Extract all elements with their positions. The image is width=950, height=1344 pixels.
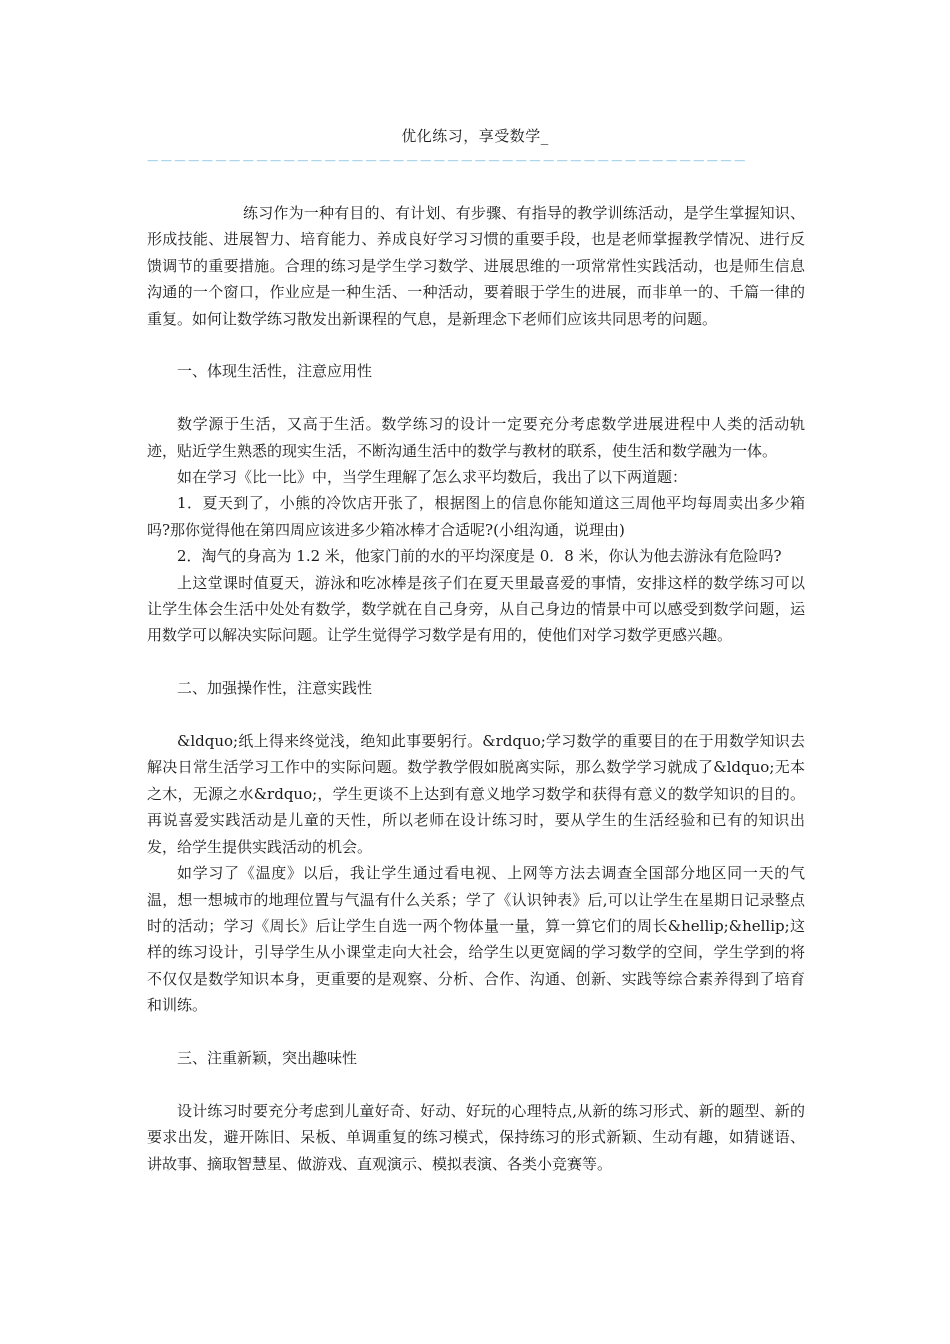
section-1-question-2: 2．淘气的身高为 1.2 米，他家门前的水的平均深度是 0．8 米，你认为他去游泳有危险吗? [177, 547, 782, 566]
section-heading-2: 二、加强操作性，注意实践性 [177, 679, 373, 698]
section-1-paragraph: 数学源于生活，又高于生活。数学练习的设计一定要充分考虑数学进展进程中人类的活动轨迹，贴近学生熟悉的现实生活，不断沟通生活中的数学与教材的联系，使生活和数学融为一体。 [147, 415, 805, 460]
document-body [147, 200, 805, 1177]
section-1-question-1: 1．夏天到了，小熊的冷饮店开张了，根据图上的信息你能知道这三周他平均每周卖出多少箱吗?那你觉得他在第四周应该进多少箱冰棒才合适呢?(小组沟通，说理由) [147, 494, 805, 539]
section-1-paragraph: 上这堂课时值夏天，游泳和吃冰棒是孩子们在夏天里最喜爱的事情，安排这样的数学练习可以让学生体会生活中处处有数学，数学就在自己身旁，从自己身边的情景中可以感受到数学问题，运用数学可以解决实际问题。让学生觉得学习数学是有用的，使他们对学习数学更感兴趣。 [147, 573, 805, 645]
intro-paragraph: 练习作为一种有目的、有计划、有步骤、有指导的教学训练活动，是学生掌握知识、形成技能、进展智力、培育能力、养成良好学习习惯的重要手段，也是老师掌握教学情况、进行反馈调节的重要措施。合理的练习是学生学习数学、进展思维的一项常常性实践活动，也是师生信息沟通的一个窗口，作业应是一种生活、一种活动，要着眼于学生的进展，而非单一的、千篇一律的重复。如何让数学练习散发出新课程的气息，是新理念下老师们应该共同思考的问题。 [147, 204, 805, 328]
section-heading-3: 三、注重新颖，突出趣味性 [177, 1048, 358, 1067]
section-2-paragraph: 如学习了《温度》以后，我让学生通过看电视、上网等方法去调查全国部分地区同一天的气温，想一想城市的地理位置与气温有什么关系；学了《认识钟表》后,可以让学生在星期日记录整点时的活动；学习《周长》后让学生自选一两个物体量一量，算一算它们的周长&hellip;&hellip;这样的练习设计，引导学生从小课堂走向大社会，给学生以更宽阔的学习数学的空间，学生学到的将不仅仅是数学知识本身，更重要的是观察、分析、合作、沟通、创新、实践等综合素养得到了培育和训练。 [147, 864, 805, 1015]
title-divider: －－－－－－－－－－－－－－－－－－－－－－－－－－－－－－－－－－－－－－－－－－－－ [146, 154, 747, 170]
section-1-paragraph: 如在学习《比一比》中，当学生理解了怎么求平均数后，我出了以下两道题： [177, 468, 688, 487]
section-3-paragraph: 设计练习时要充分考虑到儿童好奇、好动、好玩的心理特点,从新的练习形式、新的题型、新的要求出发，避开陈旧、呆板、单调重复的练习模式，保持练习的形式新颖、生动有趣，如猜谜语、讲故事、摘取智慧星、做游戏、直观演示、模拟表演、各类小竞赛等。 [147, 1101, 805, 1173]
section-heading-1: 一、体现生活性，注意应用性 [177, 362, 373, 381]
document-title: 优化练习，享受数学_ [401, 127, 549, 145]
section-2-paragraph: &ldquo;纸上得来终觉浅，绝知此事要躬行。&rdquo;学习数学的重要目的在于用数学知识去解决日常生活学习工作中的实际问题。数学教学假如脱离实际，那么数学学习就成了&ldquo;无本之木，无源之水&rdquo;，学生更谈不上达到有意义地学习数学和获得有意义的数学知识的目的。再说喜爱实践活动是儿童的天性，所以老师在设计练习时，要从学生的生活经验和已有的知识出发，给学生提供实践活动的机会。 [147, 732, 805, 856]
